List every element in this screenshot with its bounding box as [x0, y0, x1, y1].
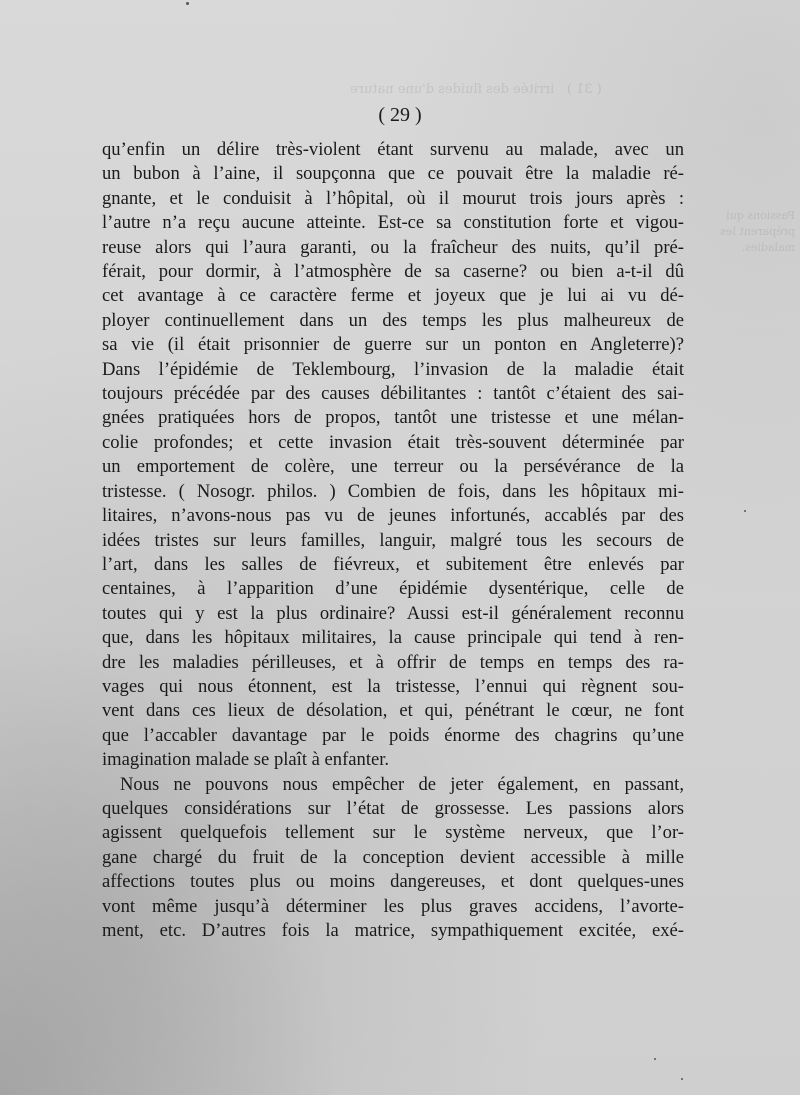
text-line: gnante, et le conduisit à l’hôpital, où il mourut trois jours après : — [102, 187, 684, 209]
page-number: ( 29 ) — [378, 104, 422, 126]
text-line: sa vie (il était prisonnier de guerre sur un ponton en Angleterre)? — [102, 334, 684, 356]
dust-speck — [744, 510, 746, 512]
text-line: affections toutes plus ou moins dangereuses, et dont quelques-unes — [102, 871, 684, 893]
text-line: agissent quelquefois tellement sur le système nerveux, que l’or- — [102, 822, 684, 844]
text-line: colie profondes; et cette invasion était très-souvent déterminée par — [102, 431, 684, 453]
dust-speck — [681, 1078, 683, 1080]
text-line: qu’enfin un délire très-violent étant survenu au malade, avec un — [102, 139, 684, 160]
dust-speck — [654, 1058, 656, 1060]
paragraph-1 — [102, 138, 684, 773]
text-line: reuse alors qui l’aura garanti, ou la fraîcheur des nuits, qu’il pré- — [102, 236, 684, 258]
text-line: Dans l’épidémie de Teklembourg, l’invasion de la maladie était — [102, 358, 684, 380]
text-line: férait, pour dormir, à l’atmosphère de sa caserne? ou bien a-t-il dû — [102, 261, 684, 283]
text-line: tristesse. ( Nosogr. philos. ) Combien de fois, dans les hôpitaux mi- — [102, 480, 684, 502]
dust-speck — [186, 2, 189, 5]
paragraph-2 — [102, 773, 684, 944]
bleed-through-margin-note: Passions qui préparent les maladies. — [720, 209, 795, 254]
text-line: dre les maladies périlleuses, et à offrir de temps en temps des ra- — [102, 651, 684, 673]
text-line: gnées pratiquées hors de propos, tantôt une tristesse et une mélan- — [102, 407, 684, 429]
text-line: Nous ne pouvons nous empêcher de jeter également, en passant, — [120, 773, 684, 795]
text-line: un emportement de colère, une terreur ou la persévérance de la — [102, 456, 684, 478]
text-line: gane chargé du fruit de la conception devient accessible à mille — [102, 846, 684, 868]
text-line: ployer continuellement dans un des temps les plus malheureux de — [102, 309, 684, 331]
text-line: l’autre n’a reçu aucune atteinte. Est-ce sa constitution forte et vigou- — [102, 212, 684, 234]
text-line: toutes qui y est la plus ordinaire? Aussi est-il généralement reconnu — [102, 602, 684, 624]
text-line: idées tristes sur leurs familles, languir, malgré tous les secours de — [102, 529, 684, 551]
text-line: vent dans ces lieux de désolation, et qui, pénétrant le cœur, ne font — [102, 700, 684, 722]
text-line: un bubon à l’aine, il soupçonna que ce pouvait être la maladie ré- — [102, 163, 684, 185]
text-line: centaines, à l’apparition d’une épidémie dysentérique, celle de — [102, 578, 684, 600]
text-line: l’art, dans les salles de fiévreux, et subitement être enlevés par — [102, 553, 684, 575]
body-text — [102, 138, 684, 943]
text-line: vont même jusqu’à déterminer les plus graves accidens, l’avorte- — [102, 895, 684, 917]
text-line: litaires, n’avons-nous pas vu de jeunes infortunés, accablés par des — [102, 505, 684, 527]
text-line: que, dans les hôpitaux militaires, la cause principale qui tend à ren- — [102, 627, 684, 649]
text-line: toujours précédée par des causes débilitantes : tantôt c’étaient des sai- — [102, 383, 684, 405]
bleed-through-text: ( 31 ) irritée des fluides d'une nature — [350, 82, 602, 97]
text-line: vages qui nous étonnent, est la tristesse, l’ennui qui règnent sou- — [102, 675, 684, 697]
text-line: quelques considérations sur l’état de grossesse. Les passions alors — [102, 797, 684, 819]
text-line: imagination malade se plaît à enfanter. — [102, 749, 390, 771]
text-line: que l’accabler davantage par le poids énorme des chagrins qu’une — [102, 724, 684, 746]
text-line: cet avantage à ce caractère ferme et joyeux que je lui ai vu dé- — [102, 285, 684, 307]
text-line: ment, etc. D’autres fois la matrice, sympathiquement excitée, exé- — [102, 920, 684, 941]
